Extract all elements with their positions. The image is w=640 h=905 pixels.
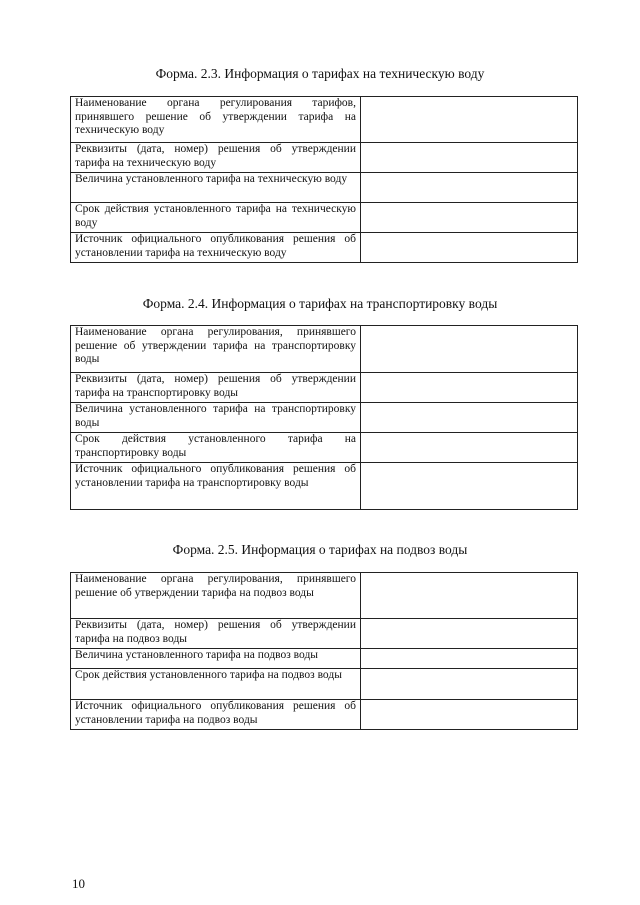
- table-row: [71, 649, 578, 669]
- tariff-amount-value: [361, 173, 578, 203]
- tariff-validity-value: [361, 433, 578, 463]
- table-row: [71, 433, 578, 463]
- tariff-amount-label: Величина установленного тарифа на техническую воду: [71, 173, 361, 203]
- tariff-amount-label: Величина установленного тарифа на транспортировку воды: [71, 403, 361, 433]
- table-row: [71, 326, 578, 373]
- table-row: [71, 403, 578, 433]
- form-2-3-title: Форма. 2.3. Информация о тарифах на техническую воду: [155, 66, 485, 81]
- form-2-5-table: [70, 572, 578, 730]
- decision-details-label: Реквизиты (дата, номер) решения об утверждении тарифа на подвоз воды: [71, 619, 361, 649]
- table-row: [71, 233, 578, 263]
- regulator-name-label: Наименование органа регулирования тарифов, принявшего решение об утверждении тарифа на техническую воду: [71, 97, 361, 143]
- form-2-4-table: [70, 325, 578, 510]
- tariff-amount-label: Величина установленного тарифа на подвоз воды: [71, 649, 361, 669]
- tariff-validity-label: Срок действия установленного тарифа на подвоз воды: [71, 669, 361, 700]
- tariff-amount-value: [361, 649, 578, 669]
- table-row: [71, 463, 578, 510]
- tariff-validity-value: [361, 669, 578, 700]
- publication-source-label: Источник официального опубликования решения об установлении тарифа на техническую воду: [71, 233, 361, 263]
- table-row: [71, 619, 578, 649]
- form-2-4-title: Форма. 2.4. Информация о тарифах на транспортировку воды: [142, 296, 498, 311]
- publication-source-value: [361, 233, 578, 263]
- tariff-validity-label: Срок действия установленного тарифа на техническую воду: [71, 203, 361, 233]
- table-row: [71, 373, 578, 403]
- table-row: [71, 700, 578, 730]
- regulator-name-label: Наименование органа регулирования, принявшего решение об утверждении тарифа на подвоз воды: [71, 573, 361, 619]
- tariff-validity-value: [361, 203, 578, 233]
- tariff-validity-label: Срок действия установленного тарифа на транспортировку воды: [71, 433, 361, 463]
- regulator-name-label: Наименование органа регулирования, принявшего решение об утверждении тарифа на транспортировку воды: [71, 326, 361, 373]
- table-row: [71, 173, 578, 203]
- table-row: [71, 203, 578, 233]
- publication-source-value: [361, 700, 578, 730]
- table-row: [71, 573, 578, 619]
- decision-details-value: [361, 619, 578, 649]
- publication-source-label: Источник официального опубликования решения об установлении тарифа на транспортировку воды: [71, 463, 361, 510]
- page-number: 10: [72, 876, 85, 891]
- tariff-amount-value: [361, 403, 578, 433]
- publication-source-value: [361, 463, 578, 510]
- table-row: [71, 97, 578, 143]
- decision-details-label: Реквизиты (дата, номер) решения об утверждении тарифа на транспортировку воды: [71, 373, 361, 403]
- decision-details-label: Реквизиты (дата, номер) решения об утверждении тарифа на техническую воду: [71, 143, 361, 173]
- table-row: [71, 143, 578, 173]
- regulator-name-value: [361, 573, 578, 619]
- publication-source-label: Источник официального опубликования решения об установлении тарифа на подвоз воды: [71, 700, 361, 730]
- regulator-name-value: [361, 97, 578, 143]
- form-2-5-title: Форма. 2.5. Информация о тарифах на подвоз воды: [172, 542, 468, 557]
- table-row: [71, 669, 578, 700]
- form-2-3-table: [70, 96, 578, 263]
- decision-details-value: [361, 143, 578, 173]
- decision-details-value: [361, 373, 578, 403]
- regulator-name-value: [361, 326, 578, 373]
